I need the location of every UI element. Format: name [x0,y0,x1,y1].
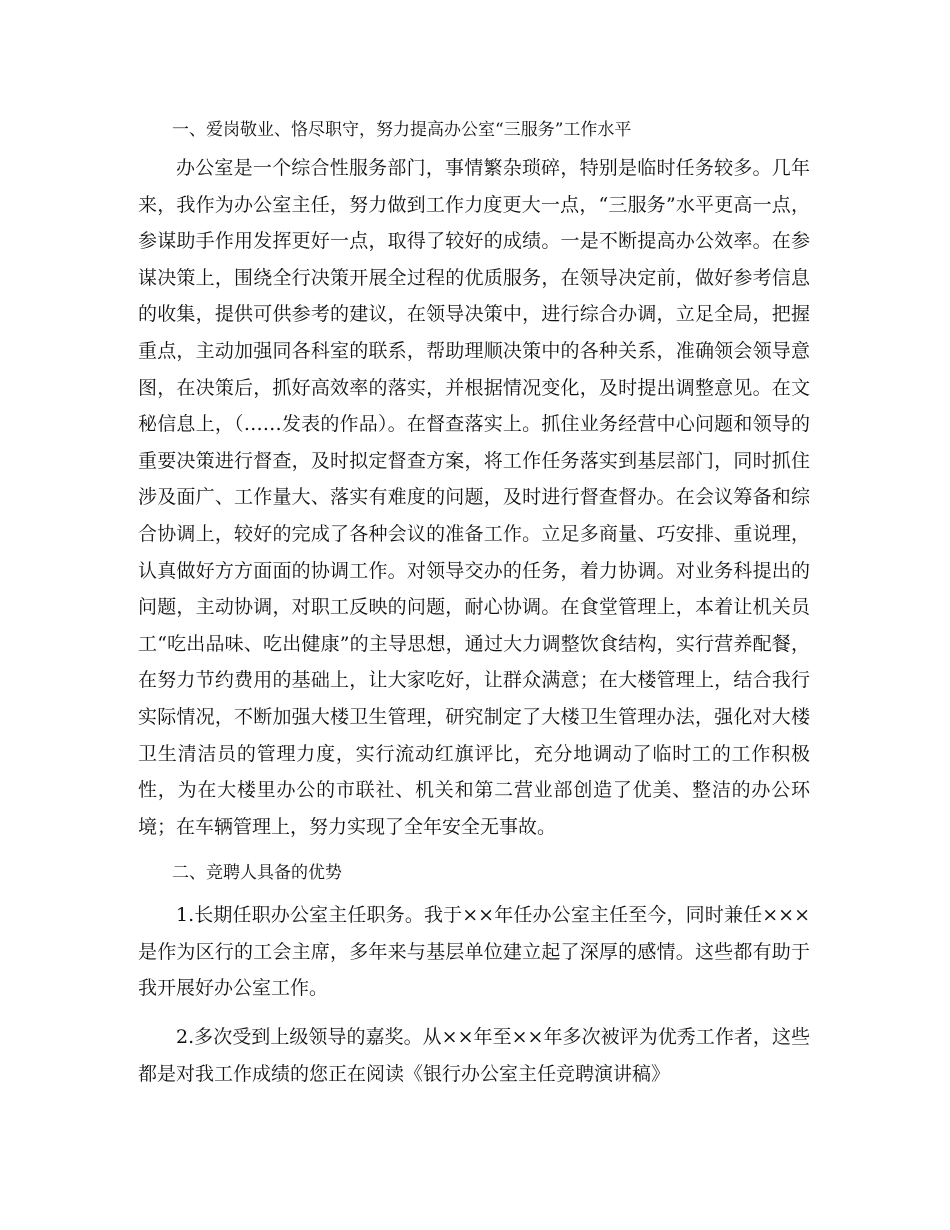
advantage-item-2: 2.多次受到上级领导的嘉奖。从××年至××年多次被评为优秀工作者，这些都是对我工作成绩的您正在阅读《银行办公室主任竞聘演讲稿》 [138,1026,810,1085]
section-heading-2: 二、竞聘人具备的优势 [172,863,342,884]
section-paragraph-1: 办公室是一个综合性服务部门，事情繁杂琐碎，特别是临时任务较多。几年来，我作为办公室主任，努力做到工作力度更大一点，“三服务”水平更高一点，参谋助手作用发挥更好一点，取得了较好的成绩。一是不断提高办公效率。在参谋决策上，围绕全行决策开展全过程的优质服务，在领导决定前，做好参考信息的收集，提供可供参考的建议，在领导决策中，进行综合办调，立足全局，把握重点，主动加强同各科室的联系，帮助理顺决策中的各种关系，准确领会领导意图，在决策后，抓好高效率的落实，并根据情况变化，及时提出调整意见。在文秘信息上，（……发表的作品）。在督查落实上。抓住业务经营中心问题和领导的重要决策进行督查，及时拟定督查方案，将工作任务落实到基层部门，同时抓住涉及面广、工作量大、落实有难度的问题，及时进行督查督办。在会议筹备和综合协调上，较好的完成了各种会议的准备工作。立足多商量、巧安排、重说理，认真做好方方面面的协调工作。对领导交办的任务，着力协调。对业务科提出的问题，主动协调，对职工反映的问题，耐心协调。在食堂管理上，本着让机关员工“吃出品味、吃出健康”的主导思想，通过大力调整饮食结构，实行营养配餐，在努力节约费用的基础上，让大家吃好，让群众满意；在大楼管理上，结合我行实际情况，不断加强大楼卫生管理，研究制定了大楼卫生管理办法，强化对大楼卫生清洁员的管理力度，实行流动红旗评比，充分地调动了临时工的工作积极性，为在大楼里办公的市联社、机关和第二营业部创造了优美、整洁的办公环境；在车辆管理上，努力实现了全年安全无事故。 [138,157,810,838]
advantage-item-1: 1.长期任职办公室主任职务。我于××年任办公室主任至今，同时兼任×××是作为区行的工会主席，多年来与基层单位建立起了深厚的感情。这些都有助于我开展好办公室工作。 [138,904,810,1000]
document-body [138,112,810,1092]
section-heading-1: 一、爱岗敬业、恪尽职守，努力提高办公室“三服务”工作水平 [172,120,632,140]
